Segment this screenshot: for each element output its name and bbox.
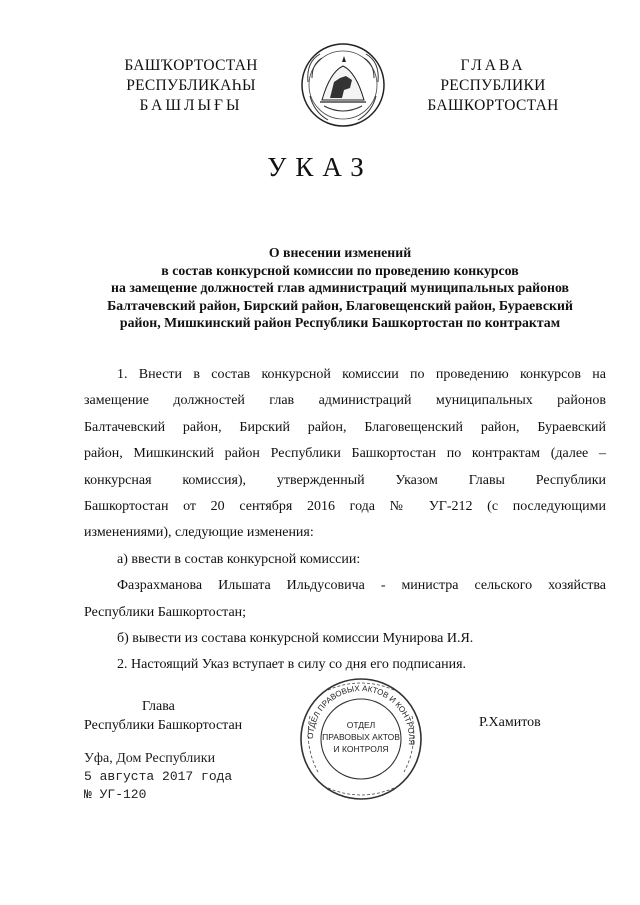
official-seal-stamp [298,676,424,802]
header-left-line: БАШЛЫҒЫ [139,97,243,114]
item-a-text-line: Фазрахманова Ильшата Ильдусовича - министра сельского хозяйства [117,578,606,594]
header-right [418,56,568,116]
subject-line: район, Мишкинский район Республики Башкортостан по контрактам [119,315,561,330]
subject-line: О внесении изменений [268,245,412,260]
header-right-line: РЕСПУБЛИКИ [440,77,546,94]
seal-center-line: ОТДЕЛ [346,720,376,730]
paragraph-1-line: изменениями), следующие изменения: [84,525,314,541]
place-date-number [84,750,232,804]
item-a-text-line: Республики Башкортостан; [84,604,247,620]
document-title: УКАЗ [267,152,373,182]
paragraph-2: 2. Настоящий Указ вступает в силу со дня его подписания. [117,657,467,673]
paragraph-1-line: замещение должностей глав администраций муниципальных районов [84,393,606,409]
item-b: б) вывести из состава конкурсной комиссии Мунирова И.Я. [117,631,474,647]
paragraph-1-line: Башкортостан от 20 сентября 2016 года № УГ-212 (с последующими [84,499,606,515]
paragraph-1-line: Балтачевский район, Бирский район, Благовещенский район, Бураевский [84,419,606,435]
signatory-name: Р.Хамитов [479,715,541,730]
subject-line: Балтачевский район, Бирский район, Благовещенский район, Бураевский [107,297,573,313]
header-right-line: ГЛАВА [460,57,526,74]
header-left [100,56,282,116]
signature-position-line: Глава [142,699,175,714]
coat-of-arms-emblem-icon [300,42,386,128]
header-right-line: БАШКОРТОСТАН [427,97,559,114]
date: 5 августа 2017 года [84,769,233,784]
seal-ring-text: ОТДЕЛ ПРАВОВЫХ АКТОВ И КОНТРОЛЯ [305,683,417,746]
subject-line: в состав конкурсной комиссии по проведению конкурсов [161,262,519,278]
subject-line: на замещение должностей глав администраций муниципальных районов [111,280,569,295]
paragraph-1-line: 1. Внести в состав конкурсной комиссии по проведению конкурсов на [117,367,606,382]
item-a: а) ввести в состав конкурсной комиссии: [117,551,361,567]
seal-center-line: И КОНТРОЛЯ [333,744,389,754]
signature-position-line: Республики Башкортостан [84,718,243,733]
decree-number: № УГ-120 [84,787,147,802]
paragraph-1-line: район, Мишкинский район Республики Башкортостан по контрактам (далее – [84,446,606,462]
header-left-line: РЕСПУБЛИКАҺЫ [126,77,256,94]
paragraph-1-line: конкурсная комиссия), утвержденный Указом Главы Республики [84,472,606,488]
document-subject [70,244,610,332]
document-body [84,362,606,679]
header-left-line: БАШҠОРТОСТАН [124,57,258,74]
place: Уфа, Дом Республики [84,751,216,766]
seal-center-line: ПРАВОВЫХ АКТОВ [322,732,400,742]
signature-position [84,697,242,735]
